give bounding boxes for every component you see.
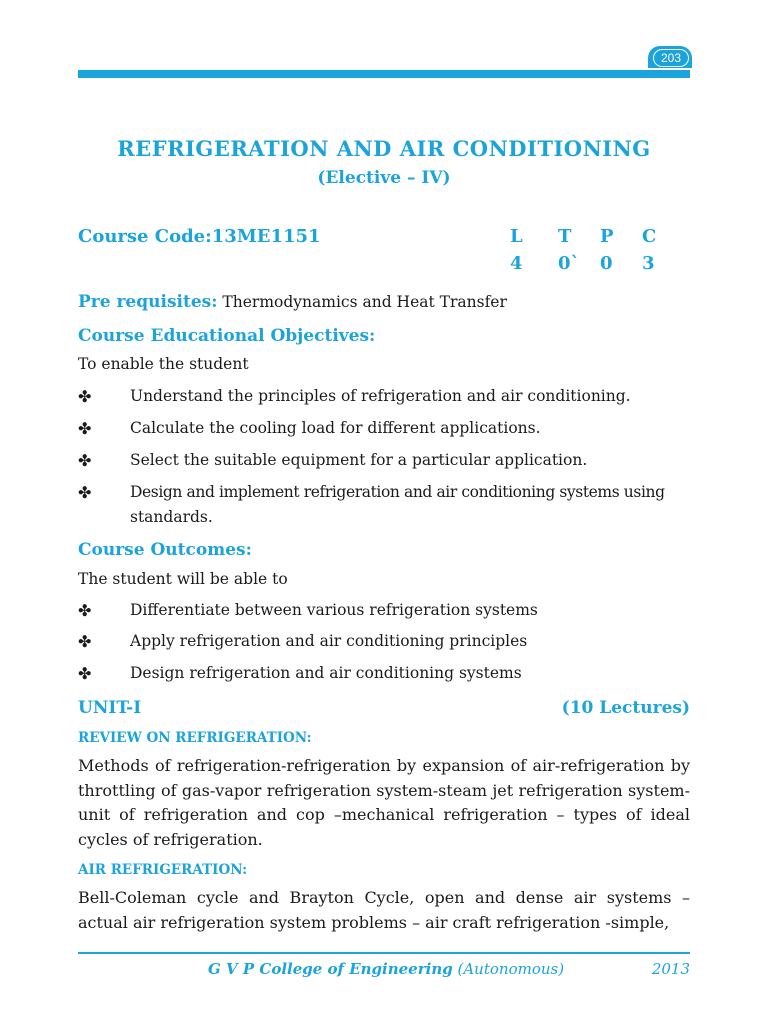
objective-item: Calculate the cooling load for different applications.: [130, 419, 541, 437]
outcomes-heading: Course Outcomes:: [78, 540, 252, 560]
footer-autonomous: (Autonomous): [452, 960, 565, 978]
section-heading: REVIEW ON REFRIGERATION:: [78, 730, 312, 746]
header-rule: [78, 70, 690, 78]
bullet-icon: ✤: [78, 451, 92, 470]
course-title: REFRIGERATION AND AIR CONDITIONING: [117, 136, 651, 161]
footer-college: [208, 960, 564, 978]
prerequisites-value: Thermodynamics and Heat Transfer: [217, 293, 507, 311]
ltpc-header-c: C: [642, 226, 657, 247]
section-paragraph: Bell-Coleman cycle and Brayton Cycle, open and dense air systems – actual air refrigeration system problems – air craft refrigeration -simple,: [78, 888, 690, 932]
objective-item: Design and implement refrigeration and air conditioning systems using: [130, 483, 665, 501]
footer-college-name: G V P College of Engineering: [208, 960, 453, 978]
course-code: Course Code:13ME1151: [78, 226, 321, 247]
bullet-icon: ✤: [78, 632, 92, 651]
objective-item: Select the suitable equipment for a particular application.: [130, 451, 588, 469]
outcome-item: Apply refrigeration and air conditioning principles: [130, 632, 528, 650]
bullet-icon: ✤: [78, 664, 92, 683]
section-paragraph: Methods of refrigeration-refrigeration by expansion of air-refrigeration by throttling of gas-vapor refrigeration system-steam jet refrigeration system-unit of refrigeration and cop –mechanical refrigeration – types of ideal cycles of refrigeration.: [78, 756, 690, 849]
ltpc-value-c: 3: [642, 253, 655, 274]
objective-item-continued: standards.: [130, 508, 213, 526]
ltpc-value-t: 0`: [558, 253, 580, 274]
footer-year: 2013: [651, 960, 690, 978]
ltpc-header-p: P: [600, 226, 614, 247]
bullet-icon: ✤: [78, 601, 92, 620]
outcome-item: Differentiate between various refrigeration systems: [130, 601, 538, 619]
bullet-icon: ✤: [78, 483, 92, 502]
bullet-icon: ✤: [78, 419, 92, 438]
unit-label: UNIT-I: [78, 698, 142, 718]
footer-rule: [78, 952, 690, 954]
objectives-heading: Course Educational Objectives:: [78, 326, 376, 346]
ltpc-header-t: T: [558, 226, 572, 247]
ltpc-header-l: L: [510, 226, 523, 247]
outcome-item: Design refrigeration and air conditioning systems: [130, 664, 522, 682]
ltpc-value-l: 4: [510, 253, 523, 274]
ltpc-value-p: 0: [600, 253, 613, 274]
objective-item: Understand the principles of refrigeration and air conditioning.: [130, 387, 631, 405]
objectives-intro: To enable the student: [78, 355, 249, 373]
prerequisites-label: Pre requisites:: [78, 292, 218, 312]
bullet-icon: ✤: [78, 387, 92, 406]
unit-lectures: (10 Lectures): [561, 698, 690, 718]
course-subtitle: (Elective – IV): [317, 168, 451, 188]
prerequisites: [78, 292, 507, 312]
outcomes-intro: The student will be able to: [78, 570, 288, 588]
section-heading: AIR REFRIGERATION:: [78, 862, 248, 878]
page-number: 203: [653, 49, 689, 67]
